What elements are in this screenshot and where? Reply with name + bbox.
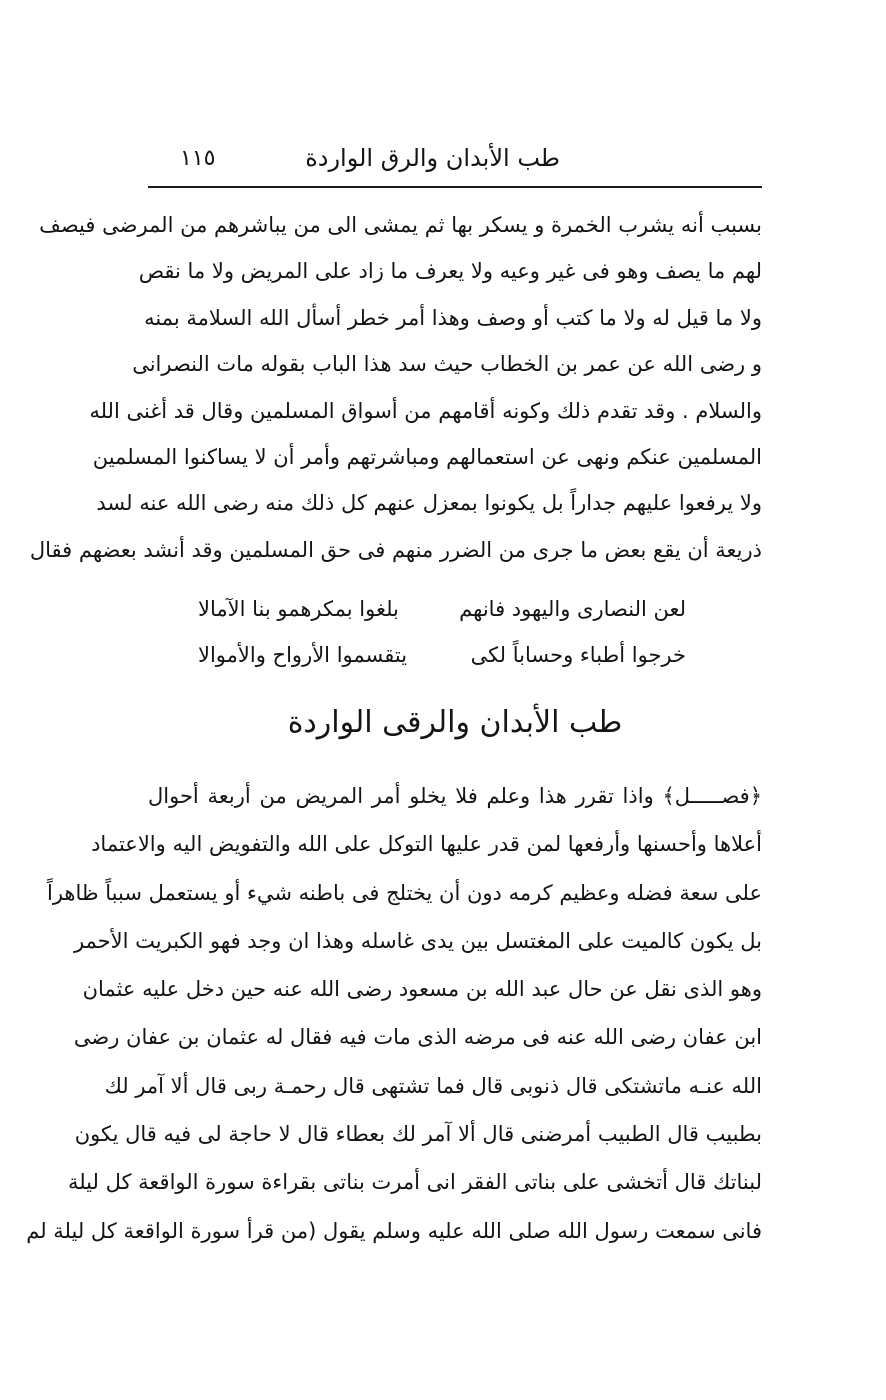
text-line: على سعة فضله وعظيم كرمه دون أن يختلج فى باطنه شيء أو يستعمل سبباً ظاهراً [46, 880, 762, 905]
text-line: بسبب أنه يشرب الخمرة و يسكر بها ثم يمشى الى من يباشرهم من المرضى فيصف [39, 213, 762, 237]
verse-first-hemistich: خرجوا أطباء وحساباً لكى [470, 643, 686, 667]
header-rule [148, 186, 762, 188]
paragraph-1 [29, 202, 762, 573]
text-line: بطبيب قال الطبيب أمرضنى قال ألا آمر لك بعطاء قال لا حاجة لى فيه قال يكون [74, 1122, 762, 1147]
verse-first-hemistich: لعن النصارى واليهود فانهم [459, 597, 686, 621]
text-line: ﴿فصـــــل﴾ واذا تقرر هذا وعلم فلا يخلو أمر المريض من أربعة أحوال [148, 784, 762, 808]
verse-second-hemistich: يتقسموا الأرواح والأموالا [198, 643, 408, 667]
text-line: لهم ما يصف وهو فى غير وعيه ولا يعرف ما زاد على المريض ولا ما نقص [138, 259, 762, 284]
text-line: ولا ما قيل له ولا ما كتب أو وصف وهذا أمر خطر أسأل الله السلامة بمنه [144, 305, 762, 330]
page-header [148, 140, 760, 182]
text-line: بل يكون كالميت على المغتسل بين يدى غاسله وهذا ان وجد فهو الكبريت الأحمر [73, 928, 762, 953]
text-line: ذريعة أن يقع بعض ما جرى من الضرر منهم فى حق المسلمين وقد أنشد بعضهم فقال [29, 537, 762, 562]
text-line: والسلام . وقد تقدم ذلك وكونه أقامهم من أسواق المسلمين وقال قد أغنى الله [89, 398, 762, 423]
text-line: لبناتك قال أتخشى على بناتى الفقر انى أمرت بناتى بقراءة سورة الواقعة كل ليلة [67, 1170, 762, 1195]
paragraph-2 [26, 772, 762, 1255]
text-line: ولا يرفعوا عليهم جداراً بل يكونوا بمعزل عنهم كل ذلك منه رضى الله عنه لسد [96, 491, 762, 516]
text-line: أعلاها وأحسنها وأرفعها لمن قدر عليها التوكل على الله والتفويض اليه والاعتماد [91, 832, 762, 857]
text-line: وهو الذى نقل عن حال عبد الله بن مسعود رضى الله عنه حين دخل عليه عثمان [82, 977, 762, 1002]
verse-line [198, 586, 686, 632]
text-line: المسلمين عنكم ونهى عن استعمالهم ومباشرتهم وأمر أن لا يساكنوا المسلمين [92, 444, 762, 469]
verse-second-hemistich: بلغوا بمكرهمو بنا الآمالا [198, 597, 399, 621]
text-line: الله عنـه ماتشتكى قال ذنوبى قال فما تشتهى قال رحمـة ربى قال ألا آمر لك [104, 1073, 762, 1098]
section-heading: طب الأبدان والرقى الواردة [287, 705, 623, 740]
text-line: ابن عفان رضى الله عنه فى مرضه الذى مات فيه فقال له عثمان بن عفان رضى [73, 1025, 762, 1050]
page-number: ١١٥ [180, 146, 216, 171]
verse-line [198, 632, 686, 678]
text-line: و رضى الله عن عمر بن الخطاب حيث سد هذا الباب بقوله مات النصرانى [132, 352, 762, 377]
running-title: طب الأبدان والرق الواردة [305, 144, 560, 172]
poem-verse [198, 632, 686, 678]
text-line: فانى سمعت رسول الله صلى الله عليه وسلم يقول (من قرأ سورة الواقعة كل ليلة لم [26, 1218, 762, 1243]
poem-verse [198, 586, 686, 632]
